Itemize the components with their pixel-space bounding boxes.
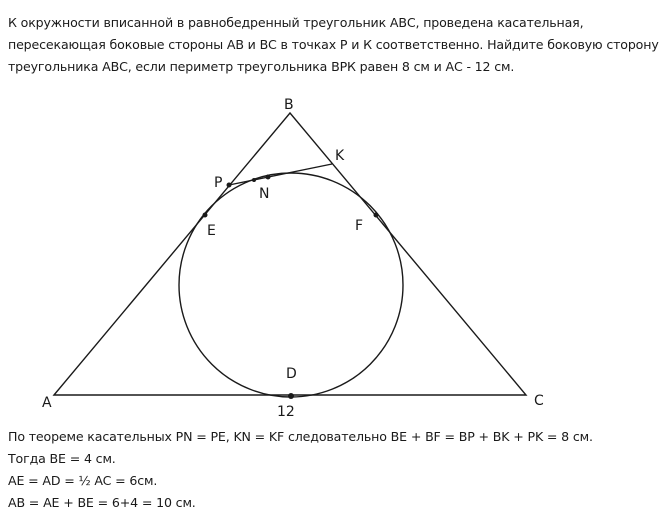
label-c: C xyxy=(534,393,544,409)
label-k: K xyxy=(335,148,345,164)
point-n-dot-2 xyxy=(266,175,271,180)
label-a: A xyxy=(42,395,52,411)
point-n-dot-1 xyxy=(252,178,256,182)
solution-line: Тогда BE = 4 см. xyxy=(8,451,116,466)
label-f: F xyxy=(355,218,364,234)
point-p-dot xyxy=(227,183,232,188)
label-n: N xyxy=(259,186,270,202)
triangle-abc xyxy=(54,113,526,395)
point-e-dot xyxy=(203,213,208,218)
solution-text xyxy=(8,426,658,514)
label-p: P xyxy=(214,175,223,191)
problem-line: треугольника АВС, если периметр треугольника ВРК равен 8 см и АС - 12 см. xyxy=(8,59,515,74)
label-d: D xyxy=(286,366,297,382)
solution-line: AE = AD = ½ AC = 6см. xyxy=(8,473,158,488)
point-f-dot xyxy=(374,213,379,218)
label-e: E xyxy=(207,223,216,239)
label-base-length: 12 xyxy=(277,404,295,420)
problem-line: К окружности вписанной в равнобедренный треугольник АВС, проведена касательная, xyxy=(8,15,584,30)
problem-line: пересекающая боковые стороны АВ и ВС в точках Р и К соответственно. Найдите боковую сторону xyxy=(8,37,659,52)
label-b: B xyxy=(284,97,294,113)
solution-line: AB = AE + BE = 6+4 = 10 см. xyxy=(8,495,196,510)
inscribed-circle xyxy=(179,173,403,397)
solution-line: По теореме касательных PN = PE, KN = KF следовательно BE + BF = BP + BK + PK = 8 см. xyxy=(8,429,593,444)
point-d-dot xyxy=(288,393,294,399)
